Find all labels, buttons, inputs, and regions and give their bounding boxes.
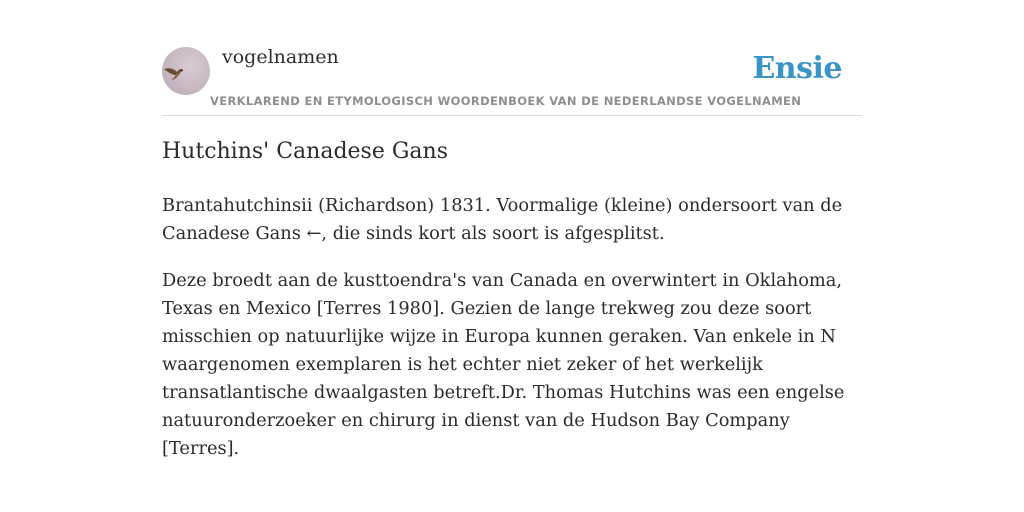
bird-avatar-icon bbox=[162, 47, 210, 95]
paragraph-details: Deze broedt aan de kusttoendra's van Canada en overwintert in Oklahoma, Texas en Mexico [Terres 1980]. Gezien de lange trekweg zou deze soort misschien op natuurlijke wijze in Europa kunnen geraken. Van enkele in N waargenomen exemplaren is het echter niet zeker of het werkelijk transatlantische dwaalgasten betreft.Dr. Thomas Hutchins was een engelse natuuronderzoeker en chirurg in dienst van de Hudson Bay Company [Terres]. bbox=[162, 270, 845, 459]
article-body bbox=[162, 192, 864, 482]
site-avatar[interactable] bbox=[162, 47, 210, 95]
site-name[interactable]: vogelnamen bbox=[222, 46, 339, 68]
paragraph-intro-tail: , die sinds kort als soort is afgesplitst. bbox=[321, 223, 665, 244]
reference-arrow-link[interactable]: ← bbox=[306, 223, 322, 244]
paragraph-intro bbox=[162, 192, 864, 248]
paragraph-intro-text: Brantahutchinsii (Richardson) 1831. Voormalige (kleine) ondersoort van de Canadese Gans bbox=[162, 195, 843, 244]
header-divider bbox=[162, 115, 862, 116]
ensie-logo[interactable]: Ensie bbox=[752, 51, 842, 86]
site-subtitle: VERKLAREND EN ETYMOLOGISCH WOORDENBOEK VAN DE NEDERLANDSE VOGELNAMEN bbox=[210, 94, 802, 108]
page-title: Hutchins' Canadese Gans bbox=[162, 139, 449, 164]
